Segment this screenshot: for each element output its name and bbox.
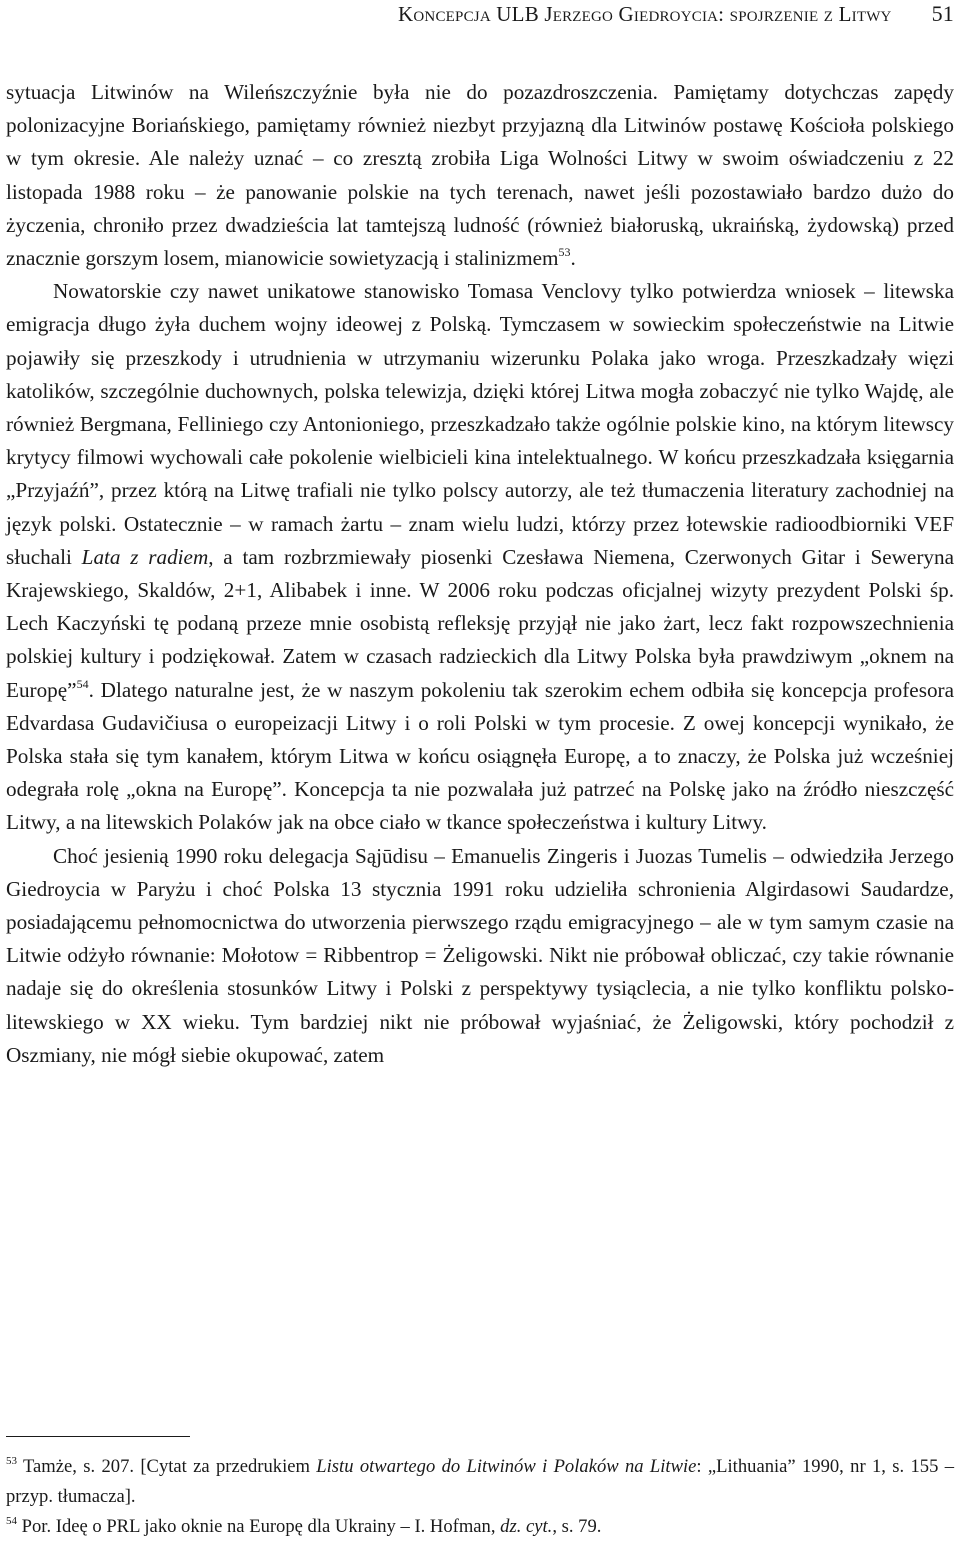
footnote-text-b: : „Lithuania” 1990, nr 1, s. 155 – przyp. tłumacza]. [6,1456,955,1507]
footnote-italic: Listu otwartego do Litwinów i Polaków na Litwie [316,1456,697,1477]
paragraph-1-end: . [570,246,576,271]
paragraph-1 [6,76,954,275]
running-header [398,0,954,28]
footnotes [6,1452,954,1542]
paragraph-2-text-b: , a tam rozbrzmiewały piosenki Czesława Niemena, Czerwonych Gitar i Seweryna Krajewskiego, Skaldów, 2+1, Alibabek i inne. W 2006 roku podczas oficjalnej wizyty prezydent Polski śp. Lech Kaczyński tę podaną przeze mnie osobistą refleksję przyjął nie jako żart, lecz fakt rozpowszechnienia polskiej kultury i podziękował. Zatem w czasach radzieckich dla Litwy Polska była prawdziwym „oknem na Europę” [6,544,954,702]
footnote-italic: dz. cyt. [500,1516,553,1537]
page-number: 51 [931,1,954,26]
footnote-54 [6,1512,954,1542]
footnote-53 [6,1452,954,1512]
paragraph-2-italic-title: Lata z radiem [81,544,209,569]
paragraph-3 [6,840,954,1072]
footnote-separator [6,1436,190,1437]
paragraph-2-text-a: Nowatorskie czy nawet unikatowe stanowisko Tomasa Venclovy tylko potwierdza wniosek – litewska emigracja długo żyła duchem wojny ideowej z Polską. Tymczasem w sowieckim społeczeństwie na Litwie pojawiły się przeszkody i utrudnienia w utrzymaniu wizerunku Polaka jako wroga. Przeszkadzały więzi katolików, szczególnie duchownych, polska telewizja, dzięki której Litwa mogła zobaczyć nie tylko Wajdę, ale również Bergmana, Felliniego czy Antonioniego, przeszkadzało także ogólnie polskie kino, na którym litewscy krytycy filmowi wychowali całe pokolenie wielbicieli kina intelektualnego. W końcu przeszkadzała księgarnia „Przyjaźń”, przez którą na Litwę trafiali nie tylko polscy autorzy, ale też tłumaczenia literatury zachodniej na język polski. Ostatecznie – w ramach żartu – znam wielu ludzi, którzy przez łotewskie radioodbiorniki VEF słuchali [6,279,954,569]
paragraph-2 [6,275,954,839]
paragraph-3-text: Choć jesienią 1990 roku delegacja Sąjūdisu – Emanuelis Zingeris i Juozas Tumelis – odwiedziła Jerzego Giedroycia w Paryżu i choć Polska 13 stycznia 1991 roku udzieliła schronienia Algirdasowi Saudardze, posiadającemu pełnomocnictwa do utworzenia pierwszego rządu emigracyjnego – ale w tym samym czasie na Litwie odżyło równanie: Mołotow = Ribbentrop = Żeligowski. Nikt nie próbował obliczać, czy takie równanie nadaje się do określenia stosunków Litwy i Polski z perspektywy tysiąclecia, a nie tylko konfliktu polsko-litewskiego w XX wieku. Tym bardziej nikt nie próbował wyjaśniać, że Żeligowski, który pochodził z Oszmiany, nie mógł siebie okupować, zatem [6,843,954,1067]
footnote-ref-54: 54 [76,676,89,691]
footnote-text-a: Tamże, s. 207. [Cytat za przedrukiem [17,1456,317,1477]
footnote-text-b: , s. 79. [552,1516,602,1537]
paragraph-1-text: sytuacja Litwinów na Wileńszczyźnie była nie do pozazdroszczenia. Pamiętamy dotychczas zapędy polonizacyjne Boriańskiego, pamiętamy również niezbyt przyjazną dla Litwinów postawę Kościoła polskiego w tym okresie. Ale należy uznać – co zresztą zrobiła Liga Wolności Litwy w swoim oświadczeniu z 22 listopada 1988 roku – że panowanie polskie na tych terenach, nawet jeśli pozostawiało bardzo dużo do życzenia, chroniło przez dwadzieścia lat tamtejszą ludność (również białoruską, ukraińską, żydowską) przed znacznie gorszym losem, mianowicie sowietyzacją i stalinizmem [6,80,954,271]
footnote-number: 53 [6,1455,17,1467]
footnote-number: 54 [6,1515,17,1527]
footnote-ref-53: 53 [558,245,571,260]
running-header-title: Koncepcja ULB Jerzego Giedroycia: spojrzenie z Litwy [398,1,892,26]
body-text [6,76,954,1072]
footnote-text-a: Por. Ideę o PRL jako oknie na Europę dla Ukrainy – I. Hofman, [17,1516,501,1537]
paragraph-2-text-c: . Dlatego naturalne jest, że w naszym pokoleniu tak szerokim echem odbiła się koncepcja profesora Edvardasa Gudavičiusa o europeizacji Litwy i o roli Polski w tym procesie. Z owej koncepcji wynikało, że Polska stała się tym kanałem, którym Litwa w końcu osiągnęła Europę, a to znaczy, że Polska już wcześniej odegrała rolę „okna na Europę”. Koncepcja ta nie pozwalała już patrzeć na Polskę jako na źródło nieszczęść Litwy, a na litewskich Polaków jak na obce ciało w tkance społeczeństwa i kultury Litwy. [6,677,954,835]
